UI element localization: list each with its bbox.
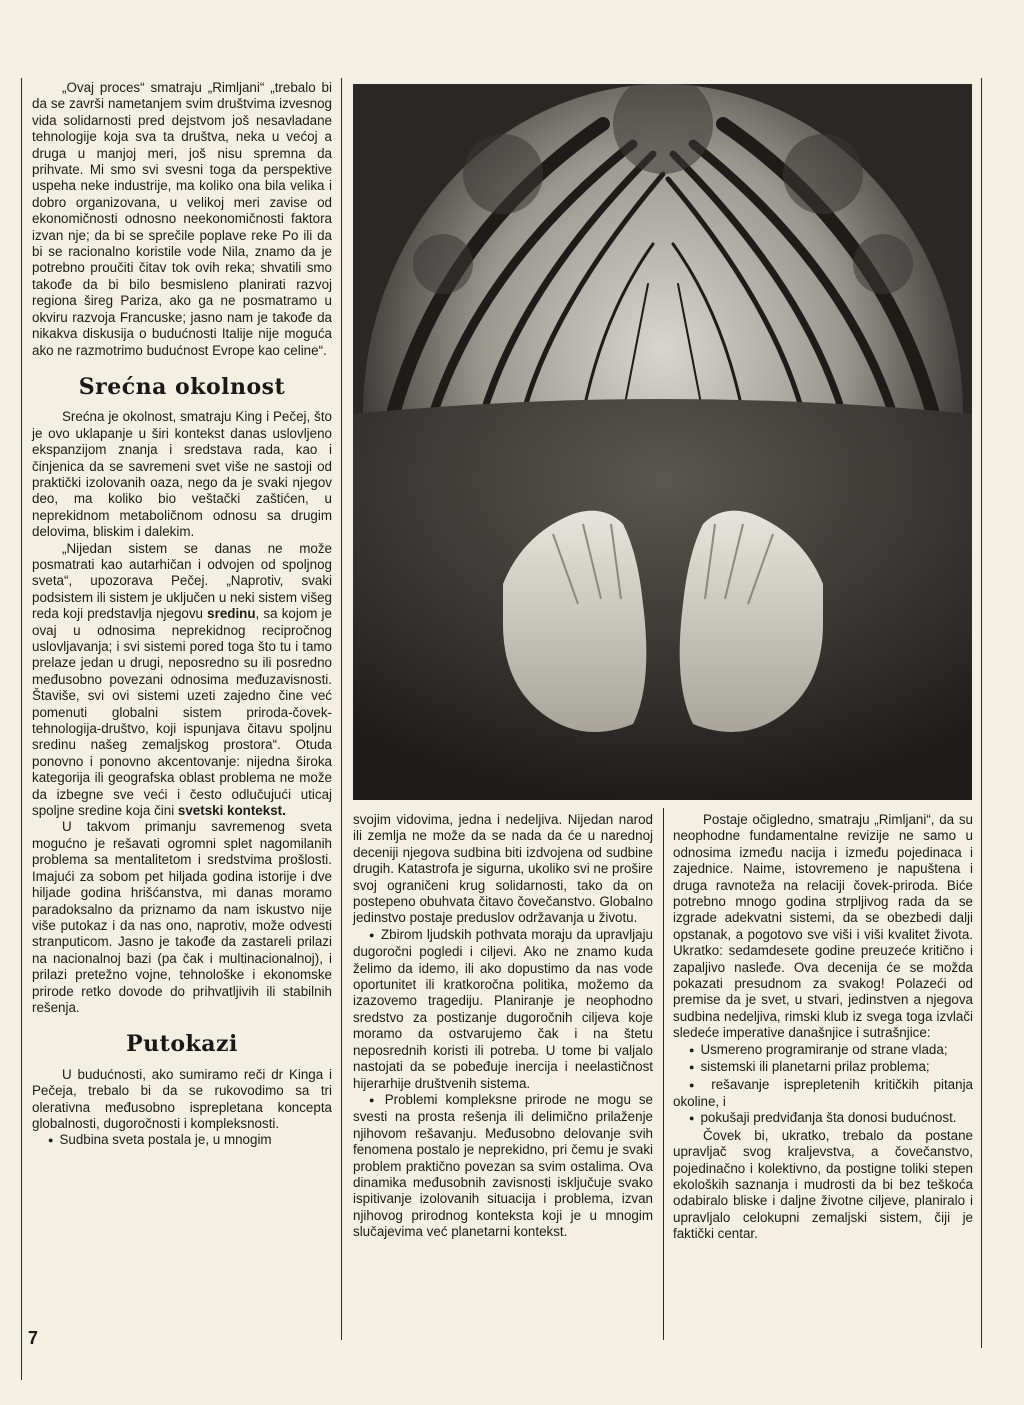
list-item: ● sistemski ili planetarni prilaz problema; [673, 1059, 973, 1076]
forest-hands-illustration [353, 84, 972, 800]
paragraph: svojim vidovima, jedna i nedeljiva. Nijedan narod ili zemlja ne može da se nada da će u narednoj deceniji njegova sudbina biti izdvojena od sudbine drugih. Katastrofa je sigurna, ukoliko svi ne prošire svoj ograničeni krug solidarnosti, tako da on postepeno obuhvata čitavo čovečanstvo. Globalno jedinstvo postaje preduslov održavanja u životu. [353, 812, 653, 926]
column-rule-left [21, 78, 22, 1380]
column-rule-1 [341, 78, 342, 1340]
bullet-item: ● Problemi kompleksne prirode ne mogu se svesti na prosta rešenja ili delimično prilaženje njihovom rešavanju. Međusobno delovanje svih fenomena postalo je neprekidno, pri čemu je svaki problem praktično povezan sa svim ostalima. Ova dinamika međusobnih zavisnosti isključuje svako ispitivanje izolovanih situacija i problema, izvan njihovog prirodnog konteksta koji je u mnogim slučajevima već planetarni kontekst. [353, 1092, 653, 1241]
bullet-item: ● Zbirom ljudskih pothvata moraju da upravljaju dugoročni pogledi i ciljevi. Ako ne znamo kuda želimo da idemo, ili ako dopustimo da nas vode oportunitet ili kratkoročna politika, možemo da izazovemo tragediju. Planiranje je neophodno sredstvo za postizanje dugoročnih ciljeva koje moramo da ostvarujemo čak i na štetu neposrednih koristi ili potreba. U tome bi valjalo nastojati da se pobeđuje inercija i neelastičnost hijerarhije društvenih sistema. [353, 927, 653, 1092]
paragraph: „Nijedan sistem se danas ne može posmatrati kao autarhičan i odvojen od spoljnog sveta“, upozorava Pečej. „Naprotiv, svaki podsistem ili sistem je uključen u neki sistem višeg reda koji predstavlja njegovu sredinu, sa kojom je ovaj u odnosima neprekidnog recipročnog uslovljavanja; i svi sistemi pored toga što tu i tamo prelaze jedan u drugi, neposredno su ili posredno međusobno povezani odnosima međuzavisnosti. Štaviše, svi ovi sistemi uzeti zajedno čine već pomenuti globalni sistem priroda-čovek-tehnologija-društvo, koji ispunjava čitavu spoljnu sredinu našeg zemaljskog prostora“. Otuda ponovno i ponovno akcentovanje: nijedna široka kategorija ili geografska oblast problema ne može da izbegne sve veći i često odlučujući uticaj spoljne sredine koja čini svetski kontekst. [32, 540, 332, 819]
column-rule-right [981, 78, 982, 1348]
photo-forest-hands [353, 84, 972, 800]
column-rule-2 [663, 808, 664, 1340]
paragraph: Čovek bi, ukratko, trebalo da postane upravljač svog kraljevstva, a čovečanstvo, pojedinačno i kolektivno, da postigne toliki stepen ekoloških saznanja i mudrosti da bi bez teškoća odabiralo bliske i daljne životne ciljeve, planiralo i upravljalo celokupni zemaljski sistem, čiji je faktički centar. [673, 1127, 973, 1242]
paragraph: Postaje očigledno, smatraju „Rimljani“, da su neophodne fundamentalne revizije ne samo u odnosima između nacija i između pojedinaca i zajednice. Naime, istovremeno je napuštena i druga ravnoteža na relaciji čovek-priroda. Biće potrebno mnogo godina strpljivog rada da se izgrade adekvatni sistemi, da se obezbedi dalji opstanak, a pogotovo sve viši i viši kvalitet života. Ukratko: sedamdesete godine preuzeće kritično i zapaljivo nasleđe. Ova decenija će se možda pokazati presudnom za svakog! Polazeći od premise da je svet, u stvari, jedinstven a njegova sudbina nedeljiva, rimski klub iz svega toga izvlači sledeće imperative današnjice i sutrašnjice: [673, 812, 973, 1041]
page-number: 7 [28, 1328, 39, 1348]
list-item: ● Usmereno programiranje od strane vlada; [673, 1042, 973, 1059]
column-2 [353, 812, 653, 1241]
intro-paragraph: „Ovaj proces“ smatraju „Rimljani“ „trebalo bi da se završi nametanjem svim društvima izvesnog vida solidarnosti pred dejstvom još nesavladane tehnologije koja sva ta društva, neka u većoj a druga u manjoj meri, još nisu spremna da prihvate. Mi smo svi svesni toga da perspektive uspeha neke industrije, ma koliko ona bila velika i dobro organizovana, u velikoj meri zavise od ekonomičnosti odnosno neekonomičnosti faktora izvan nje; da bi se sprečile poplave reke Po ili da bi se racionalno koristile vode Nila, znamo da je potrebno proučiti čitav tok ovih reka; shvatili smo takođe da bi bilo besmisleno planirati razvoj regiona šireg Pariza, ako ga ne posmatramo u okviru razvoja Francuske; jasno nam je takođe da nikakva diskusija o budućnosti Italije nije moguća ako ne razmotrimo budućnost Evrope kao celine“. [32, 80, 332, 358]
column-1 [32, 80, 332, 1150]
paragraph: Srećna je okolnost, smatraju King i Pečej, što je ovo uklapanje u širi kontekst danas uslovljeno ekspanzijom znanja i sredstava rada, kao i činjenica da se savremeni svet više ne sastoji od praktički izolovanih oaza, nego da je svaki njegov deo, ma koliko bio veštački zaštićen, u neprekidnom metaboličnom odnosu sa drugim delovima, bliskim i dalekim. [32, 409, 332, 540]
bullet-item: ● Sudbina sveta postala je, u mnogim [32, 1132, 332, 1149]
paragraph: U takvom primanju savremenog sveta mogućno je rešavati ogromni splet nagomilanih problema sa mentalitetom i sredstvima prošlosti. Imajući za sobom pet hiljada godina istorije i dve hiljade godina hrišćanstva, mi danas moramo paradoksalno da priznamo da nam iskustvo nije više putokaz i da nas ono, naprotiv, može odvesti stranputicom. Jasno je takođe da zastareli prilazi na nacionalnoj bazi (pa čak i multinacionalnoj), i prilazi pretežno vojne, tehnološke i ekonomske prirode retko dovode do prihvatljivih ili stabilnih rešenja. [32, 819, 332, 1015]
section-heading-putokazi: Putokazi [126, 1031, 238, 1058]
list-item: ● pokušaji predviđanja šta donosi budućnost. [673, 1110, 973, 1127]
paragraph: U budućnosti, ako sumiramo reči dr Kinga i Pečeja, trebalo bi da se rukovodimo sa tri olerativna međusobno isprepletana koncepta globalnosti, dugoročnosti i kompleksnosti. [32, 1066, 332, 1131]
column-3 [673, 812, 973, 1243]
list-item: ● rešavanje isprepletenih kritičkih pitanja okoline, i [673, 1077, 973, 1111]
section-heading-srecna-okolnost: Srećna okolnost [78, 373, 286, 400]
